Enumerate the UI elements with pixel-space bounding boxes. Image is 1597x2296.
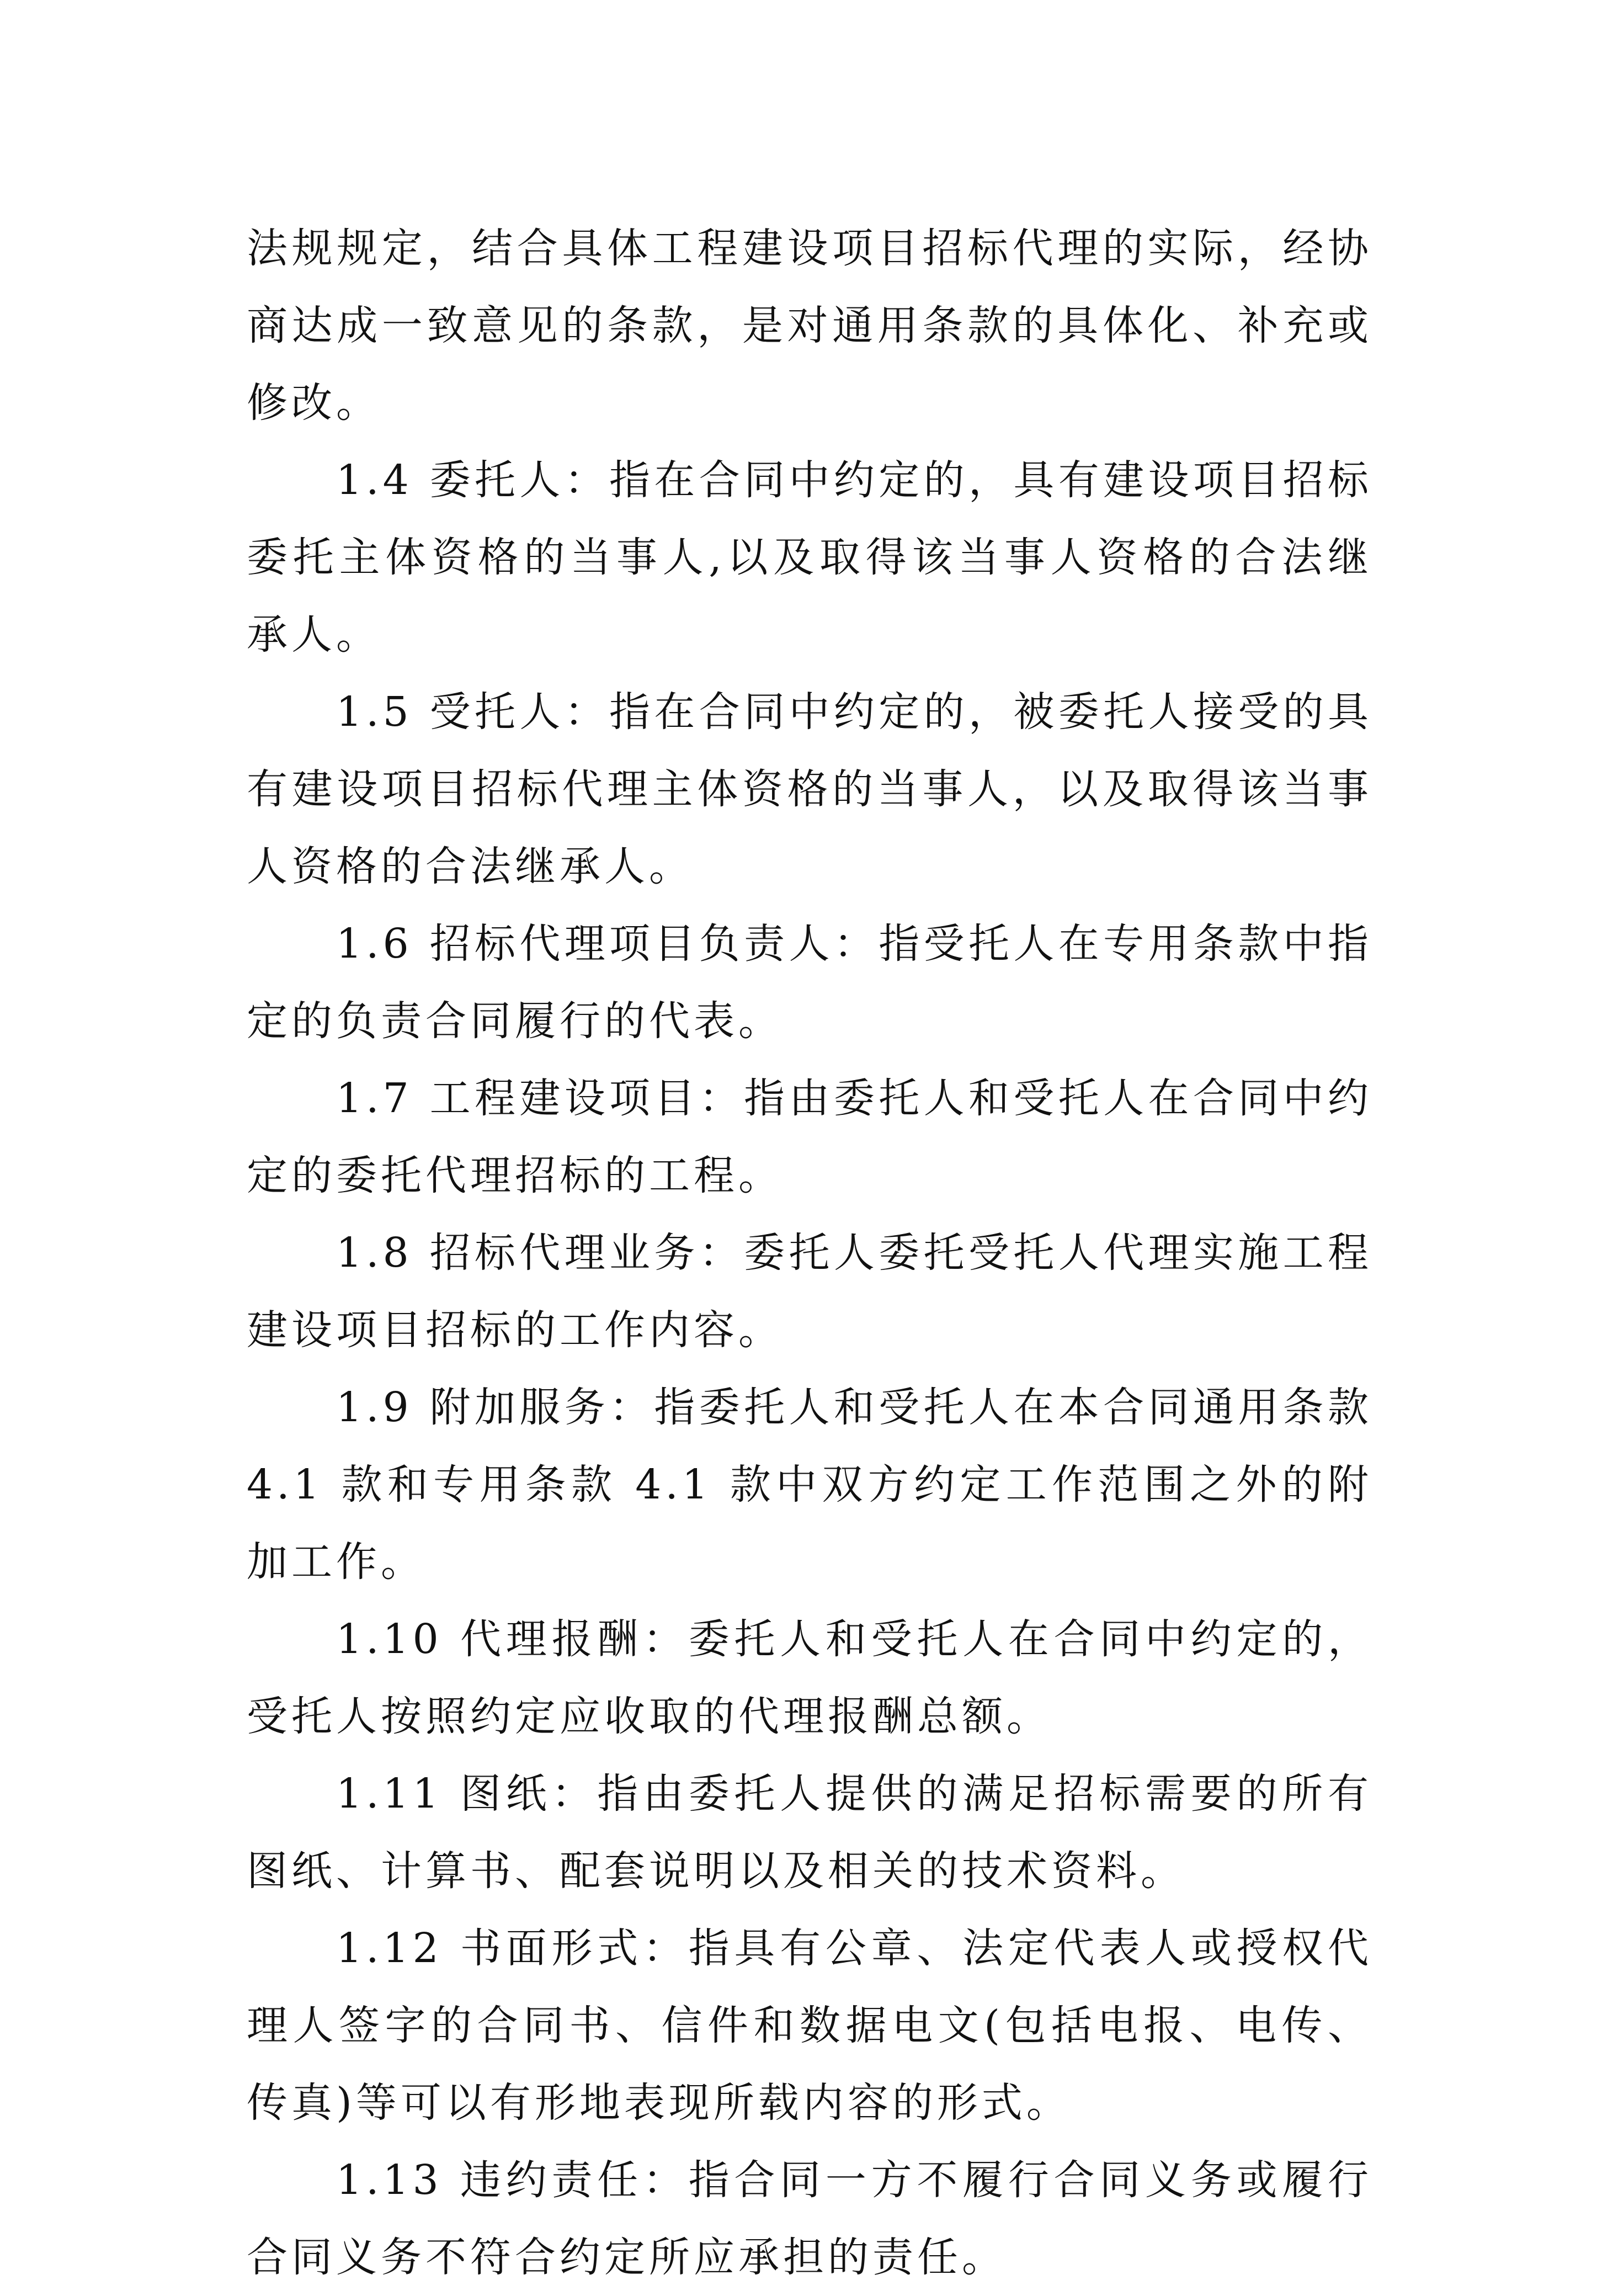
document-body (247, 210, 1372, 2296)
clause-1-12: 1.12 书面形式：指具有公章、法定代表人或授权代理人签字的合同书、信件和数据电文(包括电报、电传、传真)等可以有形地表现所载内容的形式。 (247, 1925, 1372, 2127)
clause-1-13: 1.13 违约责任：指合同一方不履行合同义务或履行合同义务不符合约定所应承担的责任。 (247, 2156, 1372, 2281)
clause-1-7: 1.7 工程建设项目：指由委托人和受托人在合同中约定的委托代理招标的工程。 (247, 1075, 1372, 1199)
clause-1-5: 1.5 受托人：指在合同中约定的，被委托人接受的具有建设项目招标代理主体资格的当事人，以及取得该当事人资格的合法继承人。 (247, 688, 1372, 890)
clause-1-8: 1.8 招标代理业务：委托人委托受托人代理实施工程建设项目招标的工作内容。 (247, 1229, 1372, 1354)
clause-1-10: 1.10 代理报酬：委托人和受托人在合同中约定的，受托人按照约定应收取的代理报酬总额。 (247, 1615, 1372, 1740)
clause-1-4: 1.4 委托人：指在合同中约定的，具有建设项目招标委托主体资格的当事人,以及取得该当事人资格的合法继承人。 (247, 456, 1372, 658)
clause-1-9: 1.9 附加服务：指委托人和受托人在本合同通用条款 4.1 款和专用条款 4.1 款中双方约定工作范围之外的附加工作。 (247, 1384, 1372, 1586)
clause-1-11: 1.11 图纸：指由委托人提供的满足招标需要的所有图纸、计算书、配套说明以及相关的技术资料。 (247, 1770, 1372, 1895)
paragraph-continuation: 法规规定，结合具体工程建设项目招标代理的实际，经协商达成一致意见的条款，是对通用条款的具体化、补充或修改。 (247, 225, 1372, 427)
clause-1-6: 1.6 招标代理项目负责人：指受托人在专用条款中指定的负责合同履行的代表。 (247, 920, 1372, 1045)
